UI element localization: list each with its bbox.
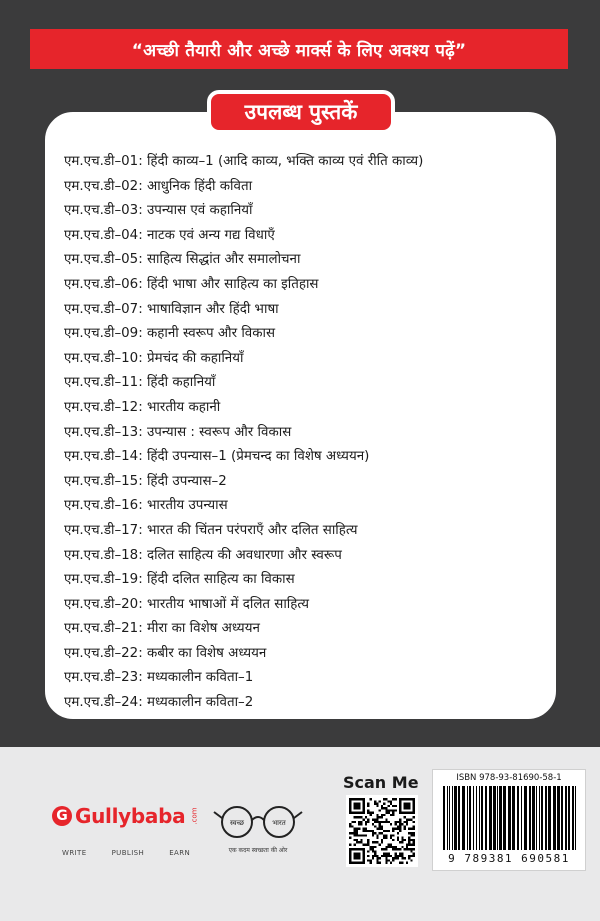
book-list-item: एम.एच.डी–04: नाटक एवं अन्य गद्य विधाएँ bbox=[64, 227, 275, 243]
book-list-item: एम.एच.डी–20: भारतीय भाषाओं में दलित साहित्य bbox=[64, 596, 310, 612]
swachh-bharat-logo bbox=[213, 802, 303, 854]
publisher-suffix: .com bbox=[190, 807, 199, 825]
book-list-item: एम.एच.डी–14: हिंदी उपन्यास–1 (प्रेमचन्द का विशेष अध्ययन) bbox=[64, 449, 370, 465]
book-list-item: एम.एच.डी–24: मध्यकालीन कविता–2 bbox=[64, 695, 254, 711]
book-list-item: एम.एच.डी–06: हिंदी भाषा और साहित्य का इतिहास bbox=[64, 276, 319, 292]
book-list-item: एम.एच.डी–01: हिंदी काव्य–1 (आदि काव्य, भक्ति काव्य एवं रीति काव्य) bbox=[64, 154, 424, 169]
tagline-word: PUBLISH bbox=[111, 849, 145, 857]
book-list-item: एम.एच.डी–21: मीरा का विशेष अध्ययन bbox=[64, 621, 260, 637]
book-list-item: एम.एच.डी–23: मध्यकालीन कविता–1 bbox=[64, 670, 254, 686]
book-list-item: एम.एच.डी–13: उपन्यास : स्वरूप और विकास bbox=[64, 424, 292, 440]
panel-title: उपलब्ध पुस्तकें bbox=[207, 90, 395, 134]
gullybaba-logo-icon: G bbox=[52, 806, 72, 826]
gullybaba-logo bbox=[52, 804, 204, 828]
book-list-item: एम.एच.डी–11: हिंदी कहानियाँ bbox=[64, 375, 216, 391]
scan-me-label: Scan Me bbox=[343, 773, 419, 792]
barcode-icon bbox=[441, 786, 579, 850]
spectacles-icon bbox=[213, 802, 303, 842]
swachh-left-word: स्वच्छ bbox=[229, 819, 245, 827]
tagline-banner: “अच्छी तैयारी और अच्छे मार्क्स के लिए अवश्य पढ़ें” bbox=[30, 29, 568, 69]
publisher-tagline bbox=[62, 849, 190, 857]
isbn-label: ISBN 978-93-81690-58-1 bbox=[456, 773, 562, 783]
isbn-barcode-box bbox=[432, 769, 586, 871]
cover-footer bbox=[0, 747, 600, 921]
book-list-item: एम.एच.डी–16: भारतीय उपन्यास bbox=[64, 498, 228, 514]
book-list-item: एम.एच.डी–17: भारत की चिंतन परंपराएँ और दलित साहित्य bbox=[64, 522, 358, 538]
swachh-caption: एक कदम स्वच्छता की ओर bbox=[228, 847, 288, 854]
book-list-item: एम.एच.डी–07: भाषाविज्ञान और हिंदी भाषा bbox=[64, 301, 279, 317]
book-list bbox=[64, 150, 544, 716]
book-list-item: एम.एच.डी–15: हिंदी उपन्यास–2 bbox=[64, 473, 227, 489]
swachh-right-word: भारत bbox=[272, 819, 286, 827]
tagline-word: WRITE bbox=[62, 849, 87, 857]
book-list-item: एम.एच.डी–05: साहित्य सिद्धांत और समालोचना bbox=[64, 252, 301, 268]
isbn-digits: 9 789381 690581 bbox=[448, 852, 570, 865]
qr-code-icon bbox=[349, 798, 415, 864]
book-list-item: एम.एच.डी–09: कहानी स्वरूप और विकास bbox=[64, 326, 276, 342]
book-list-item: एम.एच.डी–02: आधुनिक हिंदी कविता bbox=[64, 178, 253, 194]
book-list-item: एम.एच.डी–19: हिंदी दलित साहित्य का विकास bbox=[64, 572, 295, 588]
publisher-name: Gullybaba bbox=[75, 804, 186, 828]
tagline-word: EARN bbox=[169, 849, 191, 857]
book-list-item: एम.एच.डी–22: कबीर का विशेष अध्ययन bbox=[64, 645, 267, 661]
book-list-item: एम.एच.डी–18: दलित साहित्य की अवधारणा और स्वरूप bbox=[64, 547, 342, 563]
qr-code bbox=[346, 795, 418, 867]
book-list-item: एम.एच.डी–12: भारतीय कहानी bbox=[64, 399, 221, 415]
book-list-item: एम.एच.डी–10: प्रेमचंद की कहानियाँ bbox=[64, 350, 244, 366]
book-list-item: एम.एच.डी–03: उपन्यास एवं कहानियाँ bbox=[64, 203, 253, 219]
